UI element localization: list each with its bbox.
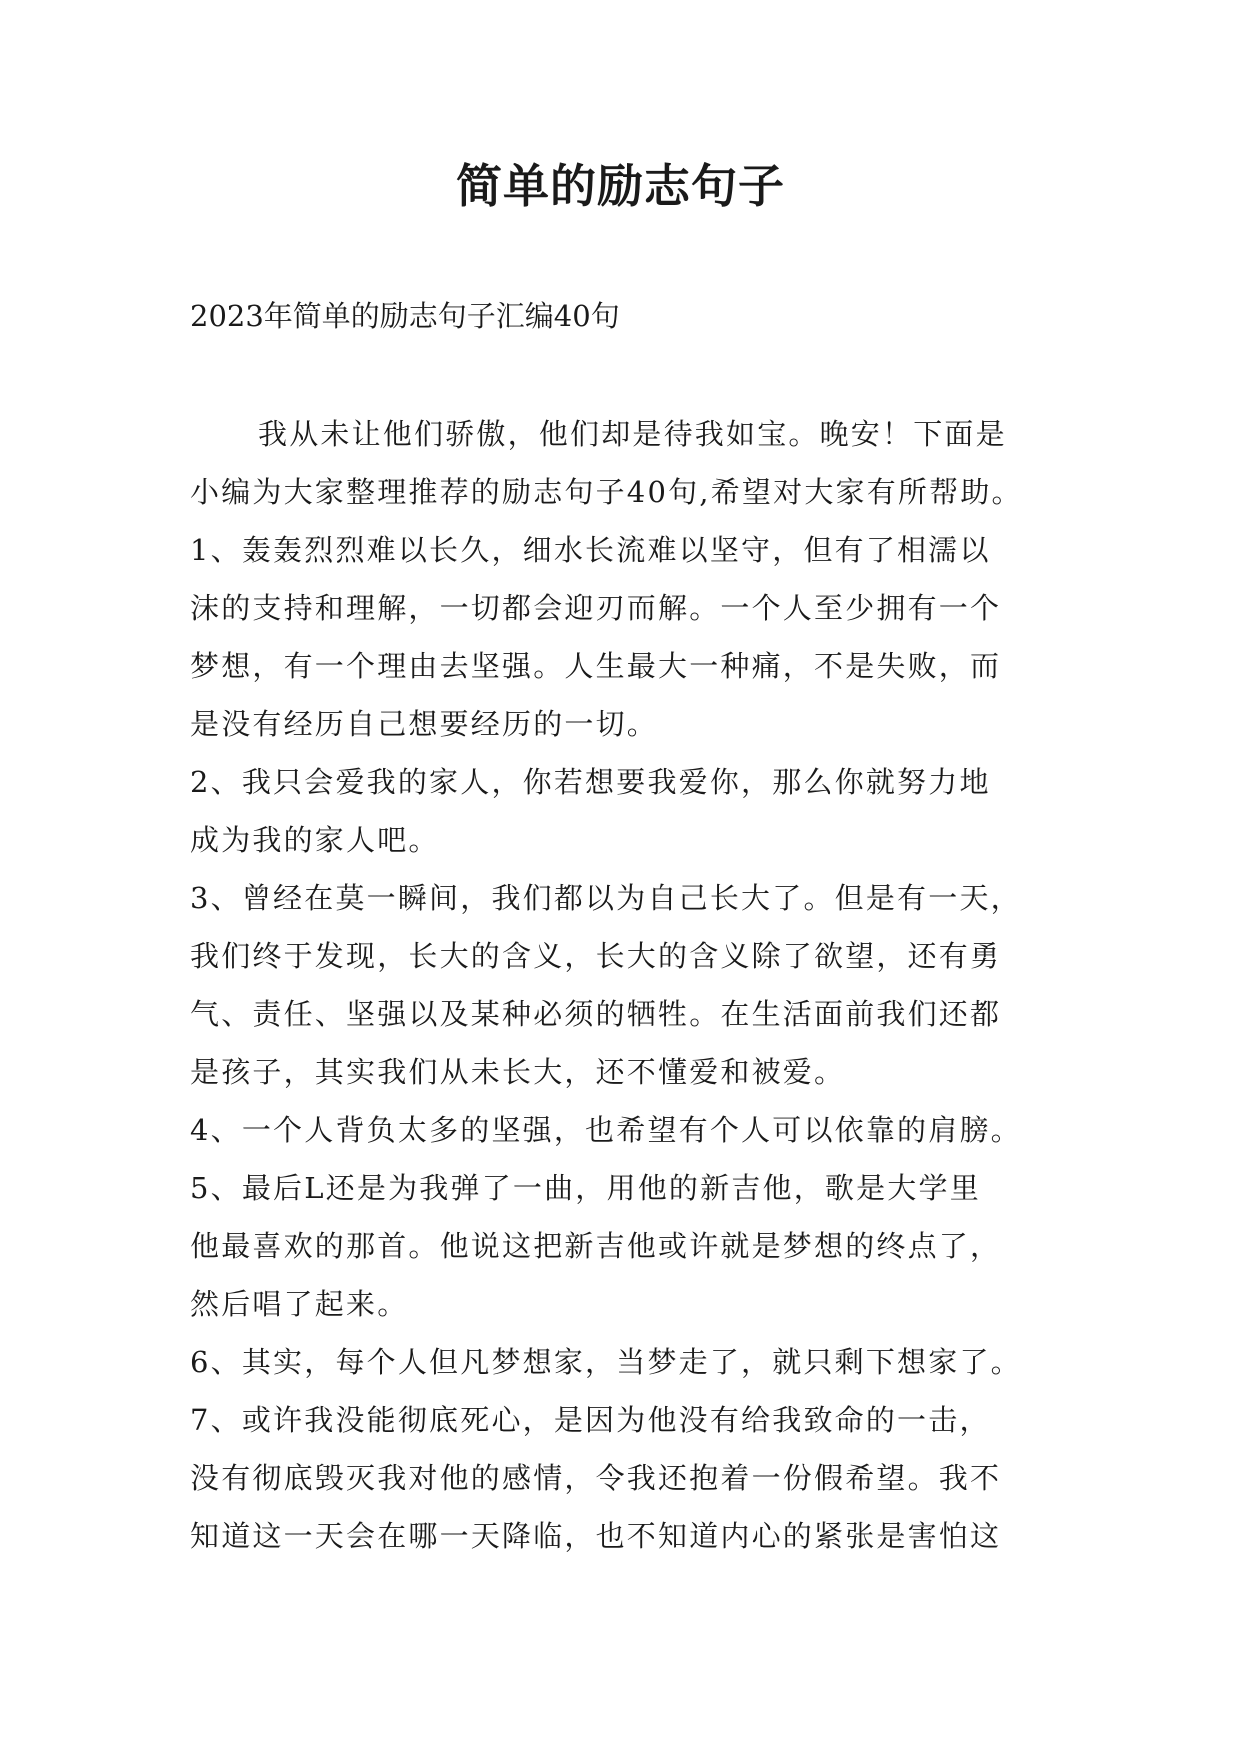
paragraph-line: 知道这一天会在哪一天降临，也不知道内心的紧张是害怕这: [190, 1519, 1002, 1553]
paragraph-line: 1、轰轰烈烈难以长久，细水长流难以坚守，但有了相濡以: [190, 533, 991, 567]
document-subtitle: 2023年简单的励志句子汇编40句: [190, 299, 620, 333]
paragraph-line: 我们终于发现，长大的含义，长大的含义除了欲望，还有勇: [190, 939, 1002, 973]
paragraph-line: 是孩子，其实我们从未长大，还不懂爱和被爱。: [190, 1055, 846, 1089]
document-body: [190, 405, 1070, 1565]
paragraph-line: 他最喜欢的那首。他说这把新吉他或许就是梦想的终点了，: [190, 1229, 1002, 1263]
paragraph-line: 3、曾经在莫一瞬间，我们都以为自己长大了。但是有一天，: [190, 881, 1022, 915]
paragraph-line: 梦想，有一个理由去坚强。人生最大一种痛，不是失败，而: [190, 649, 1002, 683]
paragraph-line: 小编为大家整理推荐的励志句子40句,希望对大家有所帮助。: [190, 475, 1023, 509]
paragraph-line: 6、其实，每个人但凡梦想家，当梦走了，就只剩下想家了。: [190, 1345, 1022, 1379]
paragraph-line: 然后唱了起来。: [190, 1287, 409, 1321]
paragraph-line: 是没有经历自己想要经历的一切。: [190, 707, 659, 741]
paragraph-line: 2、我只会爱我的家人，你若想要我爱你，那么你就努力地: [190, 765, 991, 799]
paragraph-line: 气、责任、坚强以及某种必须的牺牲。在生活面前我们还都: [190, 997, 1002, 1031]
paragraph-line: 5、最后L还是为我弹了一曲，用他的新吉他，歌是大学里: [190, 1171, 981, 1205]
paragraph-line: 成为我的家人吧。: [190, 823, 440, 857]
paragraph-line: 4、一个人背负太多的坚强，也希望有个人可以依靠的肩膀。: [190, 1113, 1022, 1147]
paragraph-line: 7、或许我没能彻底死心，是因为他没有给我致命的一击，: [190, 1403, 991, 1437]
document-title: 简单的励志句子: [456, 159, 785, 213]
paragraph-line: 没有彻底毁灭我对他的感情，令我还抱着一份假希望。我不: [190, 1461, 1002, 1495]
paragraph-line: 沫的支持和理解，一切都会迎刃而解。一个人至少拥有一个: [190, 591, 1002, 625]
paragraph-line: 我从未让他们骄傲，他们却是待我如宝。晚安！下面是: [258, 417, 1007, 451]
